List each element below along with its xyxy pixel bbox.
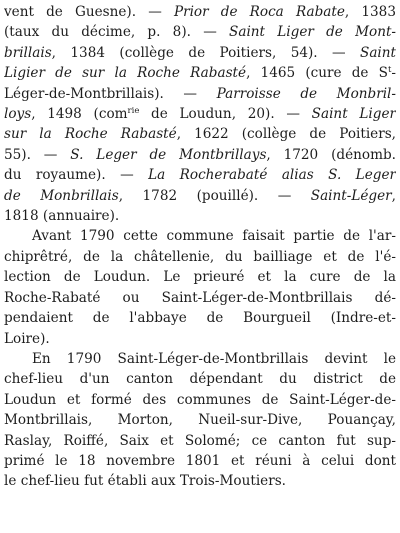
- text-run: Roche-Rabaté ou Saint-Léger-de-Montbrillais dé-: [4, 289, 396, 306]
- text-run: du royaume). —: [4, 167, 149, 184]
- text-line: [4, 2, 396, 22]
- text-line: [4, 329, 396, 349]
- text-line: [4, 410, 396, 430]
- text-run: -: [391, 65, 396, 82]
- text-line: [4, 431, 396, 451]
- text-line: [4, 308, 396, 328]
- text-line: [4, 165, 396, 185]
- text-run: 55). —: [4, 146, 71, 163]
- text-run: primé le 18 novembre 1801 et réuni à celui dont: [4, 452, 396, 469]
- italic-text: Parroisse de Monbril-: [216, 85, 396, 102]
- text-run: ,: [391, 187, 396, 204]
- text-run: 1818 (annuaire).: [4, 208, 120, 225]
- text-run: , 1720 (dénomb.: [266, 146, 396, 163]
- text-line: [4, 84, 396, 104]
- text-run: lection de Loudun. Le prieuré et la cure de la: [4, 269, 396, 286]
- italic-text: S. Leger de Montbrillays: [70, 146, 267, 163]
- italic-text: Prior de Roca Rabate: [173, 4, 345, 20]
- text-run: Montbrillais, Morton, Nueil-sur-Dive, Pouançay,: [4, 412, 396, 429]
- text-line: [4, 104, 396, 124]
- text-run: chiprêtré, de la châtellenie, du bailliage et de l'é-: [4, 248, 396, 265]
- text-line: [4, 349, 396, 369]
- text-run: de Loudun, 20). —: [139, 106, 312, 123]
- text-line: [4, 288, 396, 308]
- text-line: [4, 247, 396, 267]
- text-run: pendaient de l'abbaye de Bourgueil (Indre-et-: [4, 310, 396, 327]
- text-run: (taux du décime, p. 8). —: [4, 24, 230, 41]
- italic-text: Saint Liger: [311, 106, 396, 123]
- text-body: [4, 2, 396, 492]
- italic-text: Saint Liger de Mont-: [229, 24, 396, 41]
- text-run: Raslay, Roiffé, Saix et Solomé; ce canton fut sup-: [4, 432, 396, 449]
- text-run: , 1622 (collège de Poitiers,: [176, 126, 396, 143]
- superscript-text: rie: [127, 106, 140, 117]
- text-line: [4, 145, 396, 165]
- text-run: , 1782 (pouillé). —: [118, 187, 311, 204]
- text-run: , 1498 (com: [31, 106, 128, 123]
- text-line: [4, 124, 396, 144]
- text-run: vent de Guesne). —: [4, 4, 174, 20]
- paragraph-paragraph-1790-canton: [4, 349, 396, 492]
- text-line: [4, 471, 396, 491]
- italic-text: La Rocherabaté alias S. Leger: [148, 167, 396, 184]
- text-line: [4, 43, 396, 63]
- text-run: Léger-de-Montbrillais). —: [4, 85, 217, 102]
- text-line: [4, 369, 396, 389]
- superscript-text: t: [387, 65, 392, 76]
- italic-text: Saint-Léger: [310, 187, 392, 204]
- text-run: En 1790 Saint-Léger-de-Montbrillais devint le: [32, 350, 396, 367]
- text-line: [4, 22, 396, 42]
- text-run: le chef-lieu fut établi aux Trois-Moutiers.: [4, 473, 287, 490]
- text-run: , 1383: [344, 4, 396, 20]
- text-line: [4, 206, 396, 226]
- italic-text: loys: [4, 106, 32, 123]
- italic-text: brillais: [4, 44, 52, 61]
- italic-text: de Monbrillais: [4, 187, 119, 204]
- text-run: , 1465 (cure de S: [246, 65, 388, 82]
- paragraph-paragraph-1790-parish: [4, 226, 396, 348]
- text-run: Avant 1790 cette commune faisait partie de l'ar-: [32, 228, 396, 245]
- text-run: , 1384 (collège de Poitiers, 54). —: [51, 44, 361, 61]
- text-run: Loire).: [4, 330, 50, 347]
- text-run: chef-lieu d'un canton dépendant du district de: [4, 371, 396, 388]
- italic-text: Ligier de sur la Roche Rabasté: [4, 65, 247, 82]
- text-line: [4, 226, 396, 246]
- text-line: [4, 390, 396, 410]
- text-line: [4, 267, 396, 287]
- italic-text: sur la Roche Rabasté: [4, 126, 177, 143]
- text-run: Loudun et formé des communes de Saint-Léger-de-: [4, 391, 396, 408]
- text-line: [4, 63, 396, 83]
- text-line: [4, 186, 396, 206]
- italic-text: Saint: [360, 44, 396, 61]
- paragraph-citations: [4, 2, 396, 226]
- text-line: [4, 451, 396, 471]
